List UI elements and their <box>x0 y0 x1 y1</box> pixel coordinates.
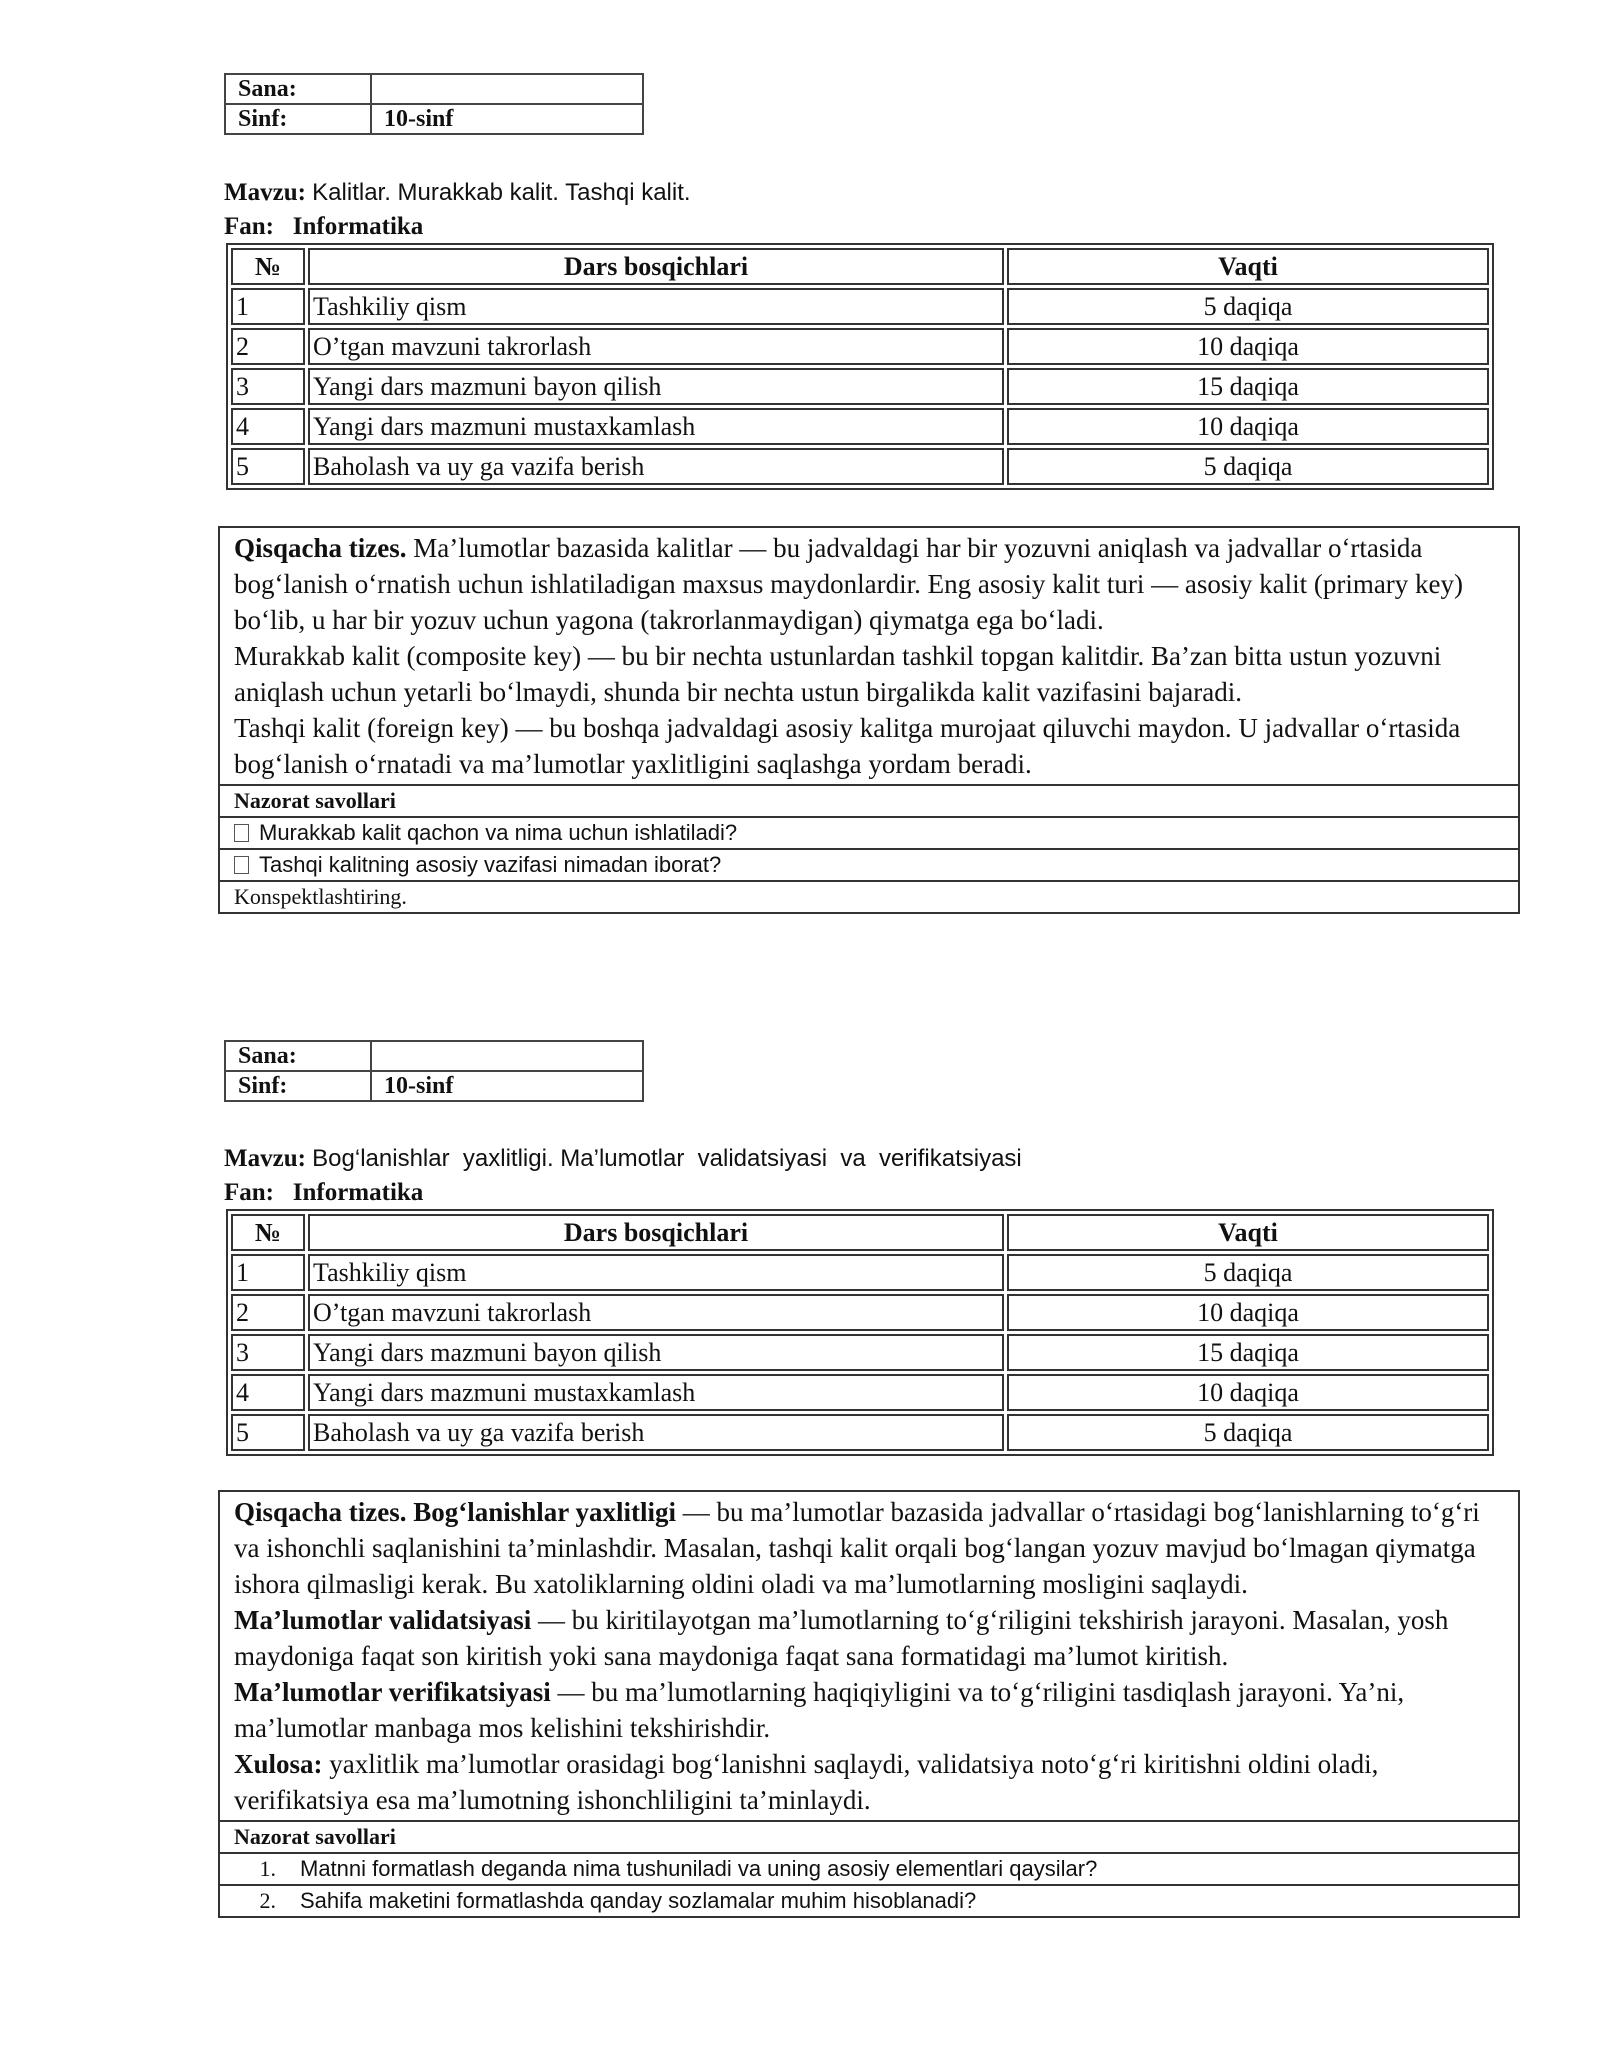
lesson-2-subject <box>224 1176 423 1210</box>
lesson-2-summary-box <box>218 1490 1520 1918</box>
question-number: 1. <box>259 1856 276 1881</box>
summary-paragraph-text: yaxlitlik ma’lumotlar orasidagi bog‘lanishni saqlaydi, validatsiya noto‘g‘ri kiritishni oldini oladi, verifikatsiya esa ma’lumotning ishonchliligini ta’minlaydi. <box>234 1749 1379 1815</box>
topic-label: Mavzu: <box>224 1145 306 1172</box>
row-stage: O’tgan mavzuni takrorlash <box>308 1294 1004 1331</box>
class-value: 10-sinf <box>371 1071 643 1101</box>
list-item <box>220 1884 1518 1916</box>
row-stage: Tashkiliy qism <box>308 1254 1004 1291</box>
table-row <box>231 1254 1489 1291</box>
summary-term: Ma’lumotlar validatsiyasi <box>234 1605 532 1635</box>
summary-text <box>220 528 1518 784</box>
summary-paragraph-text: — bu kiritilayotgan ma’lumotlarning to‘g‘riligini tekshirish jarayoni. Masalan, yosh maydoniga faqat son kiritish yoki sana maydoniga faqat sana formatidagi ma’lumot kiritish. <box>234 1605 1449 1671</box>
plan-header-stage: Dars bosqichlari <box>308 248 1004 285</box>
row-number: 3 <box>231 1334 305 1371</box>
summary-heading: Qisqacha tizes. Bog‘lanishlar yaxlitligi <box>234 1497 677 1527</box>
plan-header-stage: Dars bosqichlari <box>308 1214 1004 1251</box>
row-time: 10 daqiqa <box>1007 408 1489 445</box>
row-stage: Tashkiliy qism <box>308 288 1004 325</box>
class-label: Sinf: <box>225 104 371 134</box>
row-stage: Baholash va uy ga vazifa berish <box>308 1414 1004 1451</box>
lesson-1-topic <box>224 176 691 210</box>
lesson-1-summary-box <box>218 526 1520 914</box>
subject-label: Fan: <box>224 213 274 240</box>
summary-term: Ma’lumotlar verifikatsiyasi <box>234 1677 551 1707</box>
row-time: 15 daqiqa <box>1007 368 1489 405</box>
row-time: 5 daqiqa <box>1007 288 1489 325</box>
question-text: Matnni formatlash deganda nima tushuniladi va uning asosiy elementlari qaysilar? <box>300 1856 1098 1881</box>
footer-note: Konspektlashtiring. <box>220 880 1518 912</box>
table-row <box>231 1294 1489 1331</box>
class-value: 10-sinf <box>371 104 643 134</box>
row-time: 10 daqiqa <box>1007 328 1489 365</box>
table-row <box>231 368 1489 405</box>
summary-paragraph-text: Ma’lumotlar bazasida kalitlar — bu jadvaldagi har bir yozuvni aniqlash va jadvallar o‘rtasida bog‘lanish o‘rnatish uchun ishlatiladigan maxsus maydonlardir. Eng asosiy kalit turi — asosiy kalit (primary key) bo‘lib, u har bir yozuv uchun yagona (takrorlanmaydigan) qiymatga ega bo‘ladi. <box>234 533 1464 635</box>
row-time: 5 daqiqa <box>1007 1414 1489 1451</box>
row-number: 2 <box>231 328 305 365</box>
date-label: Sana: <box>225 1041 371 1071</box>
row-stage: O’tgan mavzuni takrorlash <box>308 328 1004 365</box>
summary-paragraph: Murakkab kalit (composite key) — bu bir nechta ustunlardan tashkil topgan kalitdir. Ba’zan bitta ustun yozuvni aniqlash uchun yetarli bo‘lmaydi, shunda bir nechta ustun birgalikda kalit vazifasini bajaradi. <box>234 641 1442 707</box>
subject-value: Informatika <box>292 213 424 240</box>
row-time: 10 daqiqa <box>1007 1294 1489 1331</box>
missing-glyph-icon <box>234 856 249 874</box>
plan-header-time: Vaqti <box>1007 248 1489 285</box>
row-number: 4 <box>231 408 305 445</box>
topic-label: Mavzu: <box>224 179 306 206</box>
list-item <box>220 848 1518 880</box>
lesson-1-subject <box>224 210 423 244</box>
question-text: Tashqi kalitning asosiy vazifasi nimadan iborat? <box>259 852 722 877</box>
summary-paragraph <box>234 1674 1506 1746</box>
row-time: 10 daqiqa <box>1007 1374 1489 1411</box>
list-item <box>220 1852 1518 1884</box>
row-time: 5 daqiqa <box>1007 1254 1489 1291</box>
row-stage: Baholash va uy ga vazifa berish <box>308 448 1004 485</box>
summary-paragraph-text: — bu ma’lumotlar bazasida jadvallar o‘rtasidagi bog‘lanishlarning to‘g‘ri va ishonchli saqlanishini ta’minlashdir. Masalan, tashqi kalit orqali bog‘langan yozuv mavjud bo‘lmagan qiymatga ishora qilmasligi kerak. Bu xatoliklarning oldini oladi va ma’lumotlarning mosligini saqlaydi. <box>234 1497 1480 1599</box>
question-number: 2. <box>259 1888 276 1913</box>
summary-paragraph <box>234 530 1506 638</box>
table-row <box>231 408 1489 445</box>
summary-heading: Qisqacha tizes. <box>234 533 407 563</box>
row-number: 5 <box>231 1414 305 1451</box>
row-stage: Yangi dars mazmuni bayon qilish <box>308 368 1004 405</box>
date-label: Sana: <box>225 74 371 104</box>
date-value <box>371 1041 643 1071</box>
plan-header-number: № <box>231 1214 305 1251</box>
row-number: 4 <box>231 1374 305 1411</box>
topic-value: Kalitlar. Murakkab kalit. Tashqi kalit. <box>312 179 691 206</box>
subject-label: Fan: <box>224 1179 274 1206</box>
summary-paragraph-text: — bu ma’lumotlarning haqiqiyligini va to‘g‘riligini tasdiqlash jarayoni. Ya’ni, ma’lumotlar manbaga mos kelishini tekshirishdir. <box>234 1677 1405 1743</box>
row-stage: Yangi dars mazmuni mustaxkamlash <box>308 408 1004 445</box>
table-row <box>231 1334 1489 1371</box>
table-row <box>231 288 1489 325</box>
questions-title: Nazorat savollari <box>220 784 1518 816</box>
summary-paragraph <box>234 1602 1506 1674</box>
row-stage: Yangi dars mazmuni bayon qilish <box>308 1334 1004 1371</box>
class-label: Sinf: <box>225 1071 371 1101</box>
date-value <box>371 74 643 104</box>
lesson-2-meta-table <box>224 1040 644 1102</box>
list-item <box>220 816 1518 848</box>
row-number: 1 <box>231 288 305 325</box>
lesson-1-plan-table <box>226 243 1494 490</box>
questions-title: Nazorat savollari <box>220 1820 1518 1852</box>
row-number: 5 <box>231 448 305 485</box>
plan-header-number: № <box>231 248 305 285</box>
table-row <box>231 1414 1489 1451</box>
lesson-1-meta-table <box>224 73 644 135</box>
row-number: 3 <box>231 368 305 405</box>
table-row <box>231 328 1489 365</box>
lesson-2-topic <box>224 1142 1022 1176</box>
topic-value: Bog‘lanishlar yaxlitligi. Ma’lumotlar validatsiyasi va verifikatsiyasi <box>312 1145 1022 1172</box>
row-time: 5 daqiqa <box>1007 448 1489 485</box>
row-time: 15 daqiqa <box>1007 1334 1489 1371</box>
lesson-2-plan-table <box>226 1209 1494 1456</box>
row-number: 2 <box>231 1294 305 1331</box>
summary-paragraph: Tashqi kalit (foreign key) — bu boshqa jadvaldagi asosiy kalitga murojaat qiluvchi maydon. U jadvallar o‘rtasida bog‘lanish o‘rnatadi va ma’lumotlar yaxlitligini saqlashga yordam beradi. <box>234 713 1461 779</box>
table-row <box>231 448 1489 485</box>
row-stage: Yangi dars mazmuni mustaxkamlash <box>308 1374 1004 1411</box>
plan-header-time: Vaqti <box>1007 1214 1489 1251</box>
row-number: 1 <box>231 1254 305 1291</box>
question-text: Sahifa maketini formatlashda qanday sozlamalar muhim hisoblanadi? <box>300 1888 977 1913</box>
summary-paragraph <box>234 1494 1506 1602</box>
summary-paragraph <box>234 1746 1506 1818</box>
summary-term: Xulosa: <box>234 1749 323 1779</box>
summary-text <box>220 1492 1518 1820</box>
table-row <box>231 1374 1489 1411</box>
missing-glyph-icon <box>234 824 249 842</box>
question-text: Murakkab kalit qachon va nima uchun ishlatiladi? <box>259 820 738 845</box>
subject-value: Informatika <box>292 1179 424 1206</box>
